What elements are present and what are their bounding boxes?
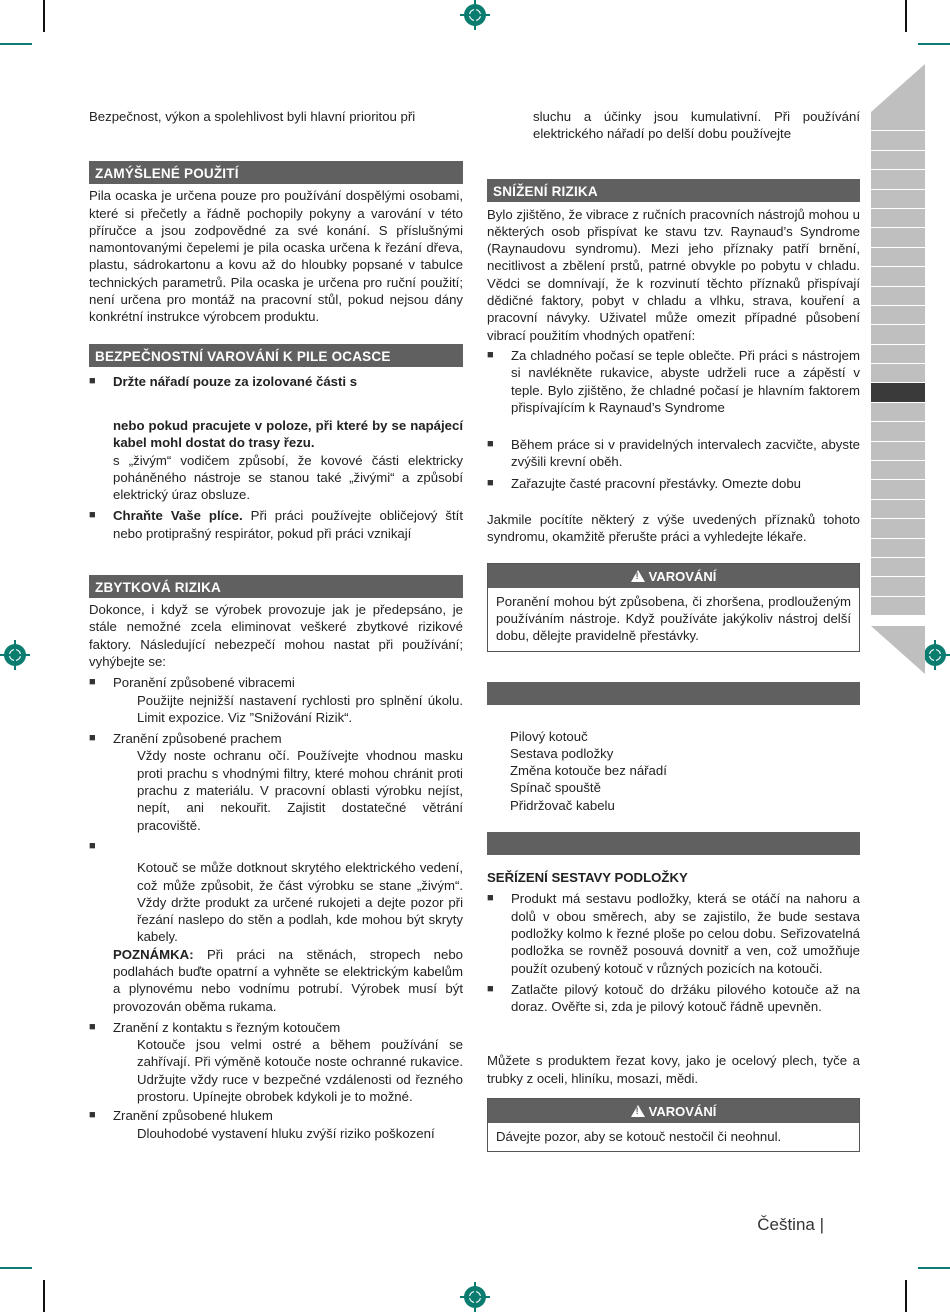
reducing-risk-text: Bylo zjištěno, že vibrace z ručních pracovních nástrojů mohou u některých osob přispívat ke stavu tzv. Raynaud’s Syndrome (Raynaudovu syndromu). Mezi jeho příznaky patří brnění, necitlivost a zbělení prstů, patrné obvykle po pobytu v chladu. Vědci se domnívají, že k rozvinutí těchto příznaků přispívají dědičné faktory, pobyt v chladu a vlhku, strava, kouření a pracovní návyky. Uživatel může omezit případné působení vibrací použitím vhodných opatření:: [487, 206, 860, 343]
safety-bullet-1-text: Držte nářadí pouze za izolované části s: [113, 373, 358, 389]
right-column: [487, 108, 860, 1152]
risk-item-noise: ■ Zranění způsobené hlukem: [89, 1107, 463, 1124]
warning-triangle-icon: !: [631, 570, 645, 582]
crop-mark-bottom-right-v: [905, 1280, 907, 1312]
risk-item-vibration-detail: Použijte nejnižší nastavení rychlosti pro splnění úkolu. Limit expozice. Viz ”Snižování Rizik“.: [137, 692, 463, 725]
reducing-risk-bullet-2: ■ Během práce si v pravidelných intervalech zacvičte, abyste zvýšili krevní oběh.: [487, 436, 860, 471]
risk-item-vibration: ■ Poranění způsobené vibracemi: [89, 674, 463, 691]
warning-box-1-text: Poranění mohou být způsobena, či zhoršena, prodlouženým používáním nástroje. Když používáte jakýkoliv nástroj delší dobu, dělejte pravidelně přestávky.: [496, 593, 851, 644]
registration-target-icon: [464, 1286, 486, 1308]
note-text: Při práci na stěnách, stropech nebo podlahách buďte opatrní a vyhněte se elektrickým kabelům a plynovému nebo vodnímu potrubí. Výrobek musí být provozován oběma rukama.: [113, 946, 463, 1014]
crop-mark-top-left-h: [0, 43, 32, 45]
registration-target-icon: [4, 644, 26, 666]
risk-item-noise-detail: Dlouhodobé vystavení hluku zvýší riziko poškození: [137, 1125, 435, 1141]
reducing-risk-bullet-1: ■ Za chladného počasí se teple oblečte. Při práci s nástrojem si navlékněte rukavice, abyste udrželi ruce a zápěstí v teple. Bylo zjištěno, že chladné počasí je hlavním faktorem přispívajícím k Raynaud’s Syndrome: [487, 347, 860, 416]
crop-mark-bottom-left-h: [0, 1267, 32, 1269]
safety-bullet-2-text: Při práci používejte obličejový štít nebo protiprašný respirátor, pokud při práci vznikají: [113, 508, 463, 541]
shoe-adjustment-bullet-1: ■ Produkt má sestavu podložky, která se otáčí na nahoru a dolů v obou směrech, aby se zajistilo, že bude sestava podložky kolmo k řezné ploše po celou dobu. Seřizovatelná podložka se rovněž posouvá dovnitř a ven, což umožňuje použít ozubený kotouč v různých pozicích na kotouči.: [487, 890, 860, 976]
parts-list-item: Sestava podložky: [510, 745, 614, 761]
safety-bullet-1-explanation: s „živým“ vodičem způsobí, že kovové části elektricky poháněného nástroje se stanou také „živými“ a způsobí elektrický úraz obsluze.: [113, 452, 463, 503]
section-header-safety-warnings: BEZPEČNOSTNÍ VAROVÁNÍ K PILE OCASCE: [89, 344, 463, 367]
section-header-residual-risks: ZBYTKOVÁ RIZIKA: [89, 575, 463, 598]
risk-item-dust-detail: Vždy noste ochranu očí. Používejte vhodnou masku proti prachu s vhodnými filtry, které mohou chránit proti prachu z materiálu. V pracovní oblasti výrobku nejíst, nepít, ani nekouřit. Zajistit dostatečné větrání pracoviště.: [137, 748, 463, 833]
intro-text: Bezpečnost, výkon a spolehlivost byli hlavní prioritou při: [89, 109, 416, 124]
side-tab-triangle-top: [871, 64, 925, 112]
parts-list-item: Přidržovač kabelu: [510, 797, 615, 813]
risk-item-dust: ■ Zranění způsobené prachem: [89, 730, 463, 747]
left-column: [89, 108, 463, 1142]
right-top-text: sluchu a účinky jsou kumulativní. Při používání elektrického nářadí po delší dobu používejte: [533, 109, 860, 142]
reducing-risk-paragraph: Jakmile pocítíte některý z výše uvedených příznaků tohoto syndromu, okamžitě přerušte práci a vyhledejte lékaře.: [487, 512, 860, 545]
safety-bullet-1: [89, 373, 463, 390]
risk-item-blade-contact-detail: Kotouče jsou velmi ostré a během používání se zahřívají. Při výměně kotouče noste ochranné rukavice. Udržujte vždy ruce v bezpečné vzdálenosti od řezného prostoru. Upínejte obrobek kdykoli je to možné.: [137, 1037, 463, 1105]
side-tab-active: [871, 383, 925, 402]
risk-item-electrical-detail: Kotouč se může dotknout skrytého elektrického vedení, což může způsobit, že část výrobku se stane „živým“. Vždy držte produkt za určené rukojeti a dejte pozor při řezání naslepo do stěn a podlah, kde mohou být skryty kabely.: [137, 860, 463, 945]
registration-target-icon: [464, 4, 486, 26]
parts-list-item: Změna kotouče bez nářadí: [510, 763, 667, 779]
section-header-blank-2: [487, 832, 860, 855]
risk-item-electrical: [89, 838, 463, 855]
crop-mark-top-right-v: [905, 0, 907, 32]
risk-item-blade-contact: ■ Zranění z kontaktu s řezným kotoučem: [89, 1019, 463, 1036]
registration-target-icon: [924, 644, 946, 666]
reducing-risk-bullet-3: ■ Zařazujte časté pracovní přestávky. Omezte dobu: [487, 475, 860, 492]
note: [89, 946, 463, 1015]
language-footer: Čeština |: [757, 1215, 824, 1234]
note-label: POZNÁMKA:: [113, 946, 194, 962]
side-tab-strip: [871, 112, 925, 616]
warning-box-2-header: [488, 1099, 859, 1123]
safety-bullet-2-bold: Chraňte Vaše plíce.: [113, 508, 243, 524]
warning-box-2-title: VAROVÁNÍ: [648, 1103, 717, 1119]
safety-bullet-2: [89, 507, 463, 542]
subheading-shoe-adjustment: SEŘÍZENÍ SESTAVY PODLOŽKY: [487, 870, 688, 886]
shoe-adjustment-bullet-2: ■ Zatlačte pilový kotouč do držáku pilového kotouče až na doraz. Ověřte si, zda je pilový kotouč řádně upevněn.: [487, 981, 860, 1016]
warning-box-2: [487, 1098, 860, 1152]
section-header-intended-use: ZAMÝŠLENÉ POUŽITÍ: [89, 161, 463, 184]
warning-box-1-title: VAROVÁNÍ: [648, 568, 717, 584]
crop-mark-top-right-h: [918, 43, 950, 45]
intended-use-text: Pila ocaska je určena pouze pro používání dospělými osobami, které si přečetly a řádně pochopily pokyny a varování v této příručce a jsou zodpovědné za své konání. S příslušnými namontovanými čepelemi je pila ocaska určena k řezání dřeva, plastu, sádrokartonu a kovu až do hloubky popsané v tabulce technických parametrů. Pila ocaska je určena pro ruční použití; není určena pro montáž na pracovní stůl, pokud nejsou dány konkrétní instrukce výrobcem produktu.: [89, 188, 463, 325]
section-header-reducing-risk: SNÍŽENÍ RIZIKA: [487, 179, 860, 202]
warning-box-1: [487, 563, 860, 652]
warning-box-1-header: [488, 564, 859, 588]
warning-triangle-icon: !: [631, 1105, 645, 1117]
side-tab-triangle-bottom: [871, 626, 925, 674]
crop-mark-top-left-v: [43, 0, 45, 32]
metal-cutting-text: Můžete s produktem řezat kovy, jako je ocelový plech, tyče a trubky z oceli, hliníku, mosazi, mědi.: [487, 1053, 860, 1086]
parts-list-item: Pilový kotouč: [510, 728, 588, 744]
parts-list-item: Spínač spouště: [510, 780, 601, 796]
parts-list: [487, 728, 860, 814]
crop-mark-bottom-left-v: [43, 1280, 45, 1312]
warning-box-2-text: Dávejte pozor, aby se kotouč nestočil či neohnul.: [496, 1128, 782, 1144]
section-header-blank-1: [487, 682, 860, 705]
safety-bullet-1-continued: nebo pokud pracujete v poloze, při které by se napájecí kabel mohl dostat do trasy řezu.: [113, 417, 463, 451]
crop-mark-bottom-right-h: [918, 1267, 950, 1269]
residual-risks-text: Dokonce, i když se výrobek provozuje jak je předepsáno, je stále nemožné zcela eliminovat veškeré zbytkové rizikové faktory. Následující nebezpečí mohou nastat při používání; vyhýbejte se:: [89, 602, 463, 669]
